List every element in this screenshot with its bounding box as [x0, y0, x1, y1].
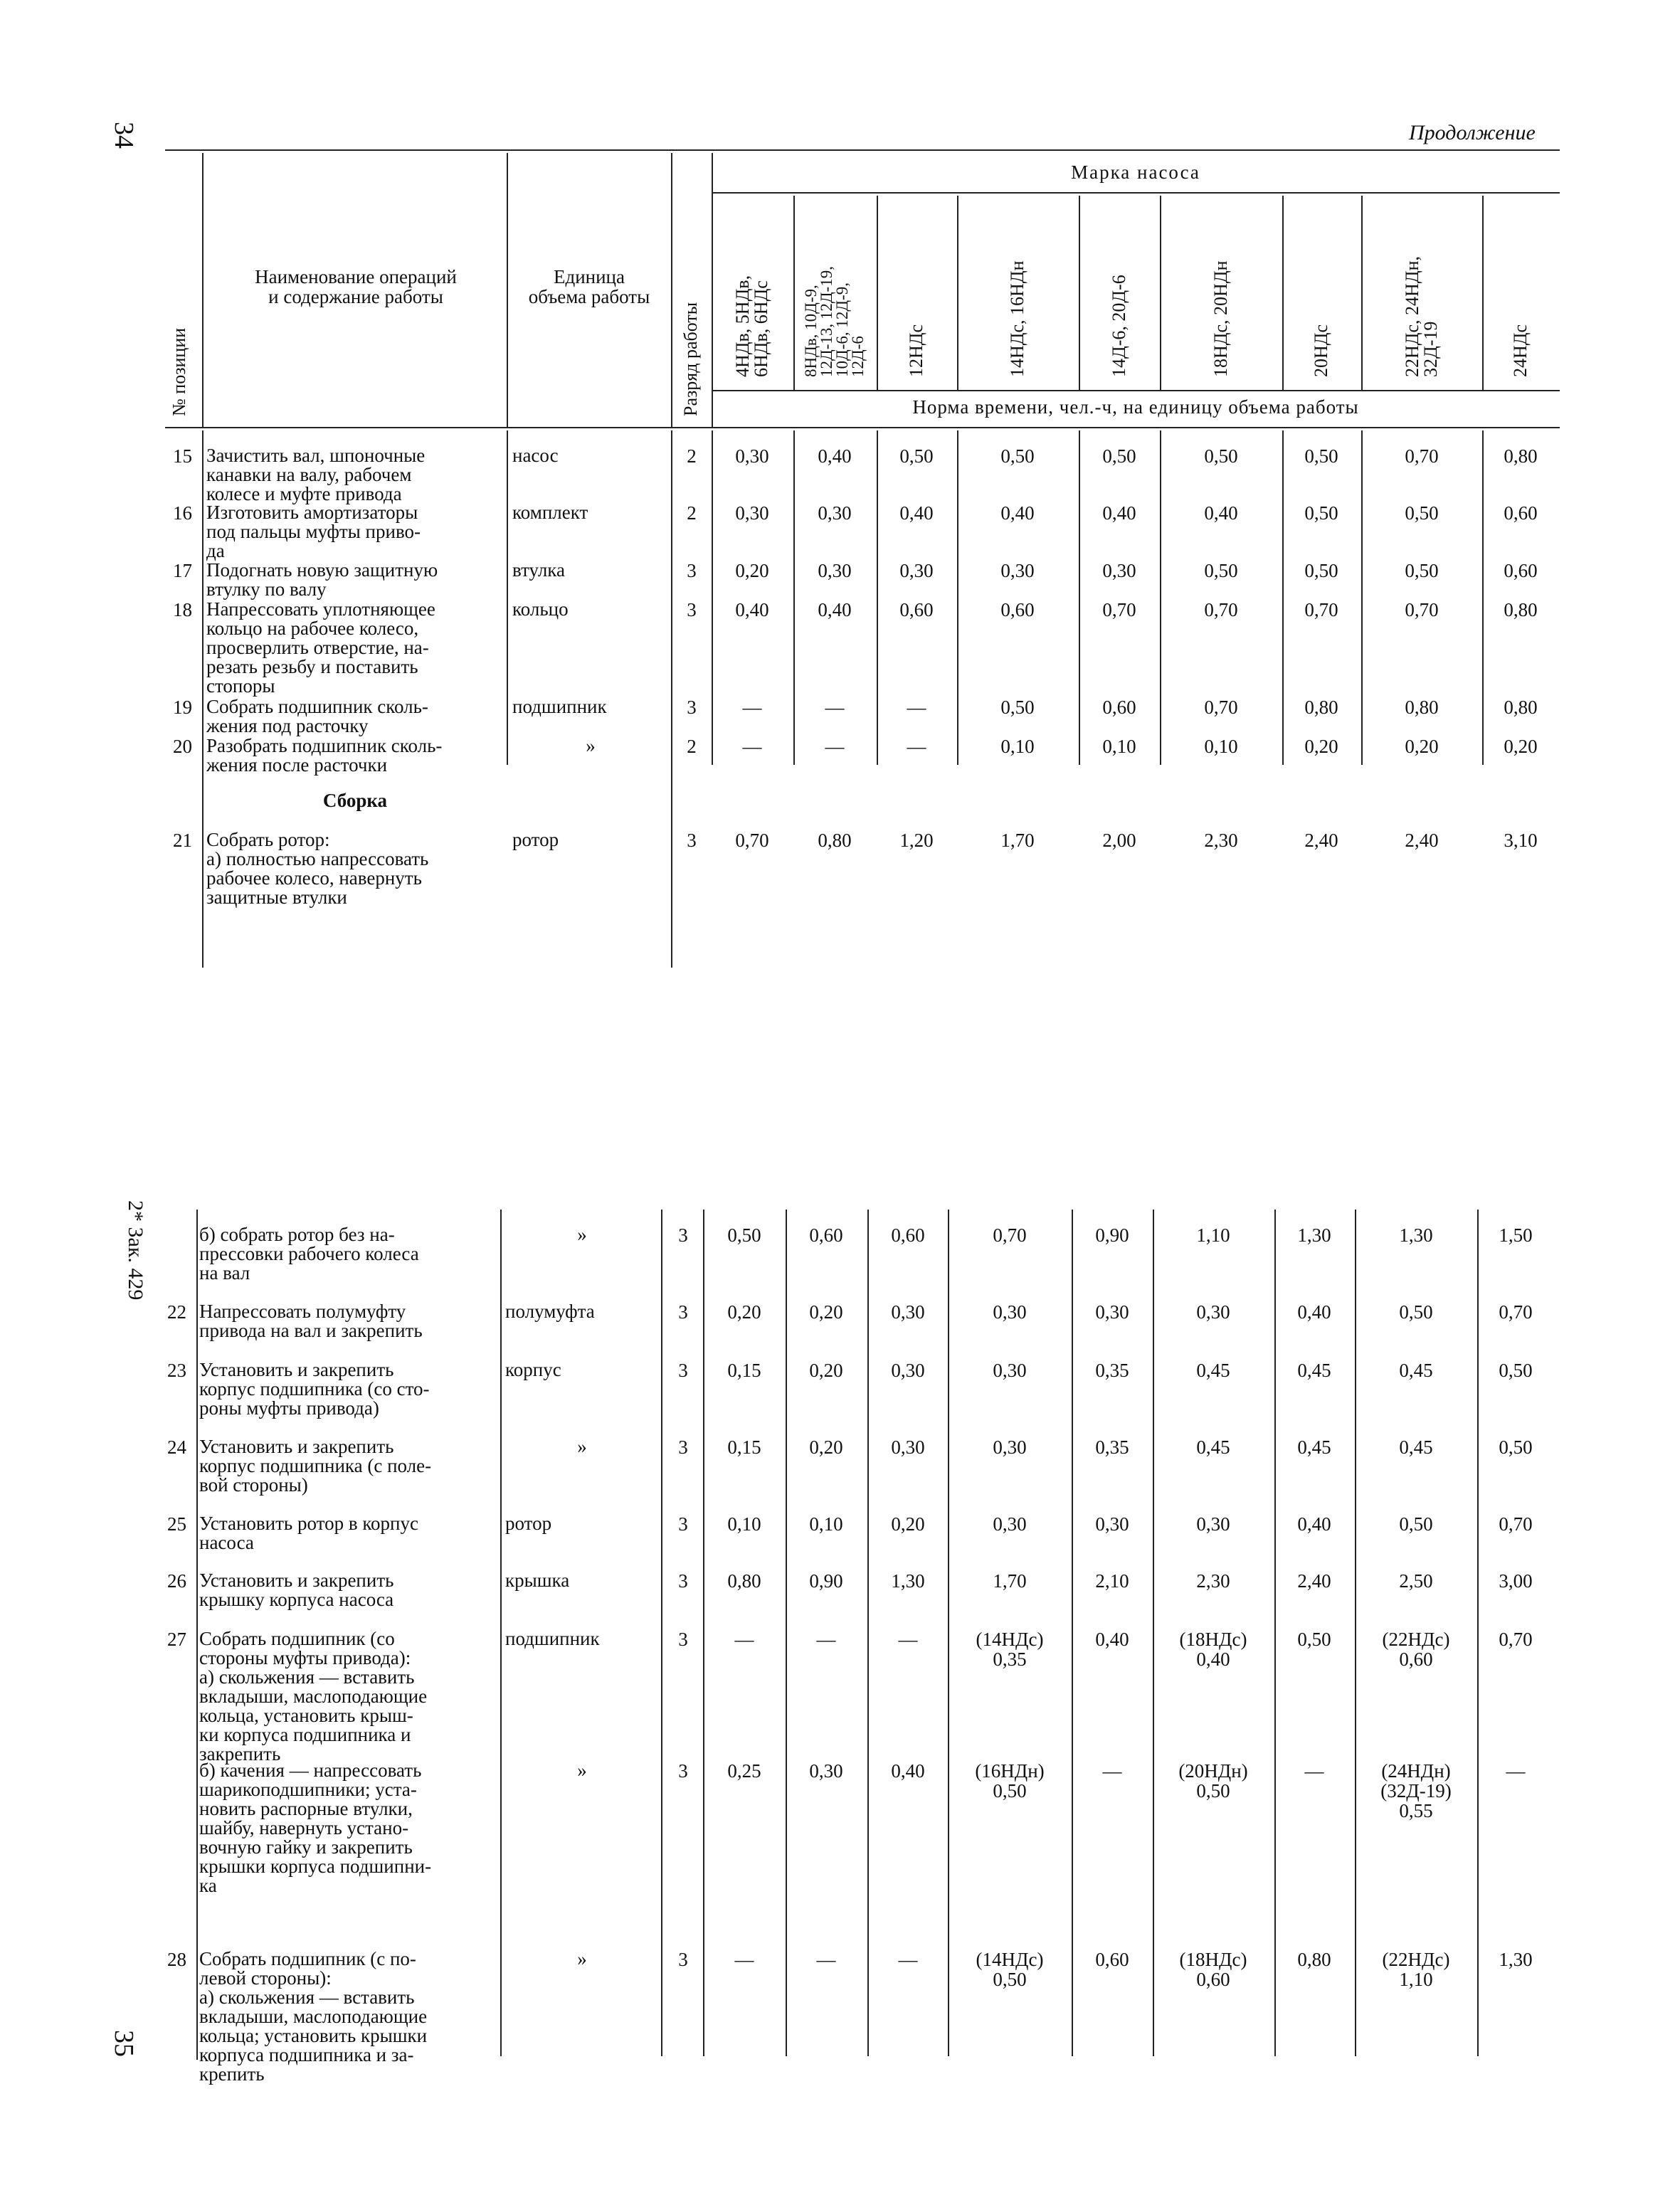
- value-cell: —: [816, 1949, 836, 1970]
- value-cell: 2,50: [1399, 1570, 1433, 1592]
- unit-cell: втулка: [512, 559, 565, 581]
- value-cell: 0,70: [1204, 697, 1238, 718]
- header-brand: 4НДв, 5НДв, 6НДв, 6НДс: [732, 275, 771, 377]
- value-cell: 0,50: [1499, 1360, 1533, 1381]
- value-cell: 0,50: [1304, 560, 1338, 581]
- value-cell: 0,35: [1095, 1437, 1129, 1458]
- value-cell: 0,15: [727, 1360, 761, 1381]
- header-brand: 8НДв, 10Д-9, 12Д-13, 12Д-19, 10Д-6, 12Д-9, 12Д-6: [802, 266, 867, 377]
- operation-name: Зачистить вал, шпоночные канавки на валу, рабочем колесе и муфте привода: [206, 445, 426, 504]
- value-cell: 0,45: [1399, 1437, 1433, 1458]
- page-number-right: 35: [109, 2030, 139, 2057]
- value-cell: 1,10: [1196, 1224, 1230, 1246]
- value-cell: 0,45: [1196, 1437, 1230, 1458]
- value-cell: —: [1102, 1760, 1122, 1782]
- grade-cell: 3: [687, 830, 697, 851]
- unit-cell: ротор: [512, 829, 559, 850]
- operation-name: Установить ротор в корпус насоса: [199, 1513, 418, 1553]
- continuation-label: Продолжение: [1409, 121, 1536, 144]
- value-cell: 0,50: [1405, 560, 1439, 581]
- value-cell: 0,40: [1000, 502, 1035, 524]
- value-cell: 0,30: [1102, 560, 1136, 581]
- unit-cell: полумуфта: [505, 1301, 595, 1322]
- value-cell: 0,60: [1102, 697, 1136, 718]
- value-cell: 2,30: [1204, 830, 1238, 851]
- grade-cell: 3: [678, 1760, 688, 1782]
- value-cell: 0,60: [891, 1224, 925, 1246]
- value-cell: 0,40: [1204, 502, 1238, 524]
- value-cell: 0,50: [1304, 502, 1338, 524]
- value-cell: (18НДс) 0,60: [1179, 1949, 1247, 1990]
- value-cell: 0,60: [1095, 1949, 1129, 1970]
- grade-cell: 3: [678, 1629, 688, 1650]
- operation-name: Собрать подшипник (с по- левой стороны): а) скольжения — вставить вкладыши, маслоподающие кольца; установить крышки корпуса подшипника и за- крепить: [199, 1948, 428, 2085]
- value-cell: 0,30: [899, 560, 934, 581]
- value-cell: 1,20: [899, 830, 934, 851]
- header-brand: 12НДс: [906, 324, 926, 377]
- value-cell: 0,10: [1000, 736, 1035, 757]
- operation-name: Собрать подшипник сколь- жения под расточку: [206, 696, 428, 736]
- row-number: 26: [167, 1570, 186, 1592]
- grade-cell: 3: [678, 1301, 688, 1323]
- row-number: 18: [173, 599, 192, 620]
- value-cell: —: [907, 697, 926, 718]
- value-cell: —: [907, 736, 926, 757]
- grade-cell: 3: [678, 1570, 688, 1592]
- value-cell: (14НДс) 0,50: [976, 1949, 1044, 1990]
- value-cell: 1,30: [891, 1570, 925, 1592]
- value-cell: 0,60: [1000, 599, 1035, 620]
- unit-cell: »: [577, 1948, 587, 1969]
- value-cell: 0,80: [1304, 697, 1338, 718]
- value-cell: 0,40: [818, 599, 852, 620]
- value-cell: 0,40: [818, 445, 852, 467]
- operation-name: Подогнать новую защитную втулку по валу: [206, 559, 438, 600]
- operation-name: Собрать ротор: а) полностью напрессовать рабочее колесо, навернуть защитные втулки: [206, 829, 429, 908]
- value-cell: 0,35: [1095, 1360, 1129, 1381]
- grade-cell: 3: [678, 1949, 688, 1970]
- value-cell: 0,50: [727, 1224, 761, 1246]
- value-cell: 0,30: [993, 1301, 1027, 1323]
- value-cell: —: [1506, 1760, 1526, 1782]
- value-cell: 0,70: [1405, 445, 1439, 467]
- value-cell: 0,80: [1504, 599, 1538, 620]
- row-number: 28: [167, 1949, 186, 1970]
- value-cell: 0,80: [1504, 697, 1538, 718]
- value-cell: 0,40: [735, 599, 769, 620]
- value-cell: (20НДн) 0,50: [1178, 1760, 1248, 1802]
- value-cell: 0,50: [1297, 1629, 1331, 1650]
- header-brand: 14Д-6, 20Д-6: [1109, 275, 1129, 377]
- value-cell: 0,60: [1504, 502, 1538, 524]
- value-cell: 1,30: [1499, 1949, 1533, 1970]
- grade-cell: 3: [687, 560, 697, 581]
- value-cell: 0,70: [993, 1224, 1027, 1246]
- value-cell: 0,70: [1405, 599, 1439, 620]
- footer-mark: 2* Зак. 429: [124, 1200, 147, 1301]
- value-cell: 0,50: [1499, 1437, 1533, 1458]
- header-norm: Норма времени, чел.-ч, на единицу объема работы: [912, 396, 1359, 418]
- grade-cell: 3: [678, 1224, 688, 1246]
- value-cell: 0,60: [1504, 560, 1538, 581]
- value-cell: 0,60: [899, 599, 934, 620]
- value-cell: 0,20: [809, 1360, 843, 1381]
- operation-name: Напрессовать полумуфту привода на вал и закрепить: [199, 1301, 423, 1341]
- operation-name: Изготовить амортизаторы под пальцы муфты приво- да: [206, 502, 421, 561]
- row-number: 17: [173, 560, 192, 581]
- header-brand: 24НДс: [1510, 324, 1531, 377]
- operation-name: Установить и закрепить корпус подшипника (со сто- роны муфты привода): [199, 1359, 430, 1419]
- value-cell: 0,20: [735, 560, 769, 581]
- value-cell: 0,50: [1304, 445, 1338, 467]
- grade-cell: 2: [687, 736, 697, 757]
- value-cell: (16НДн) 0,50: [975, 1760, 1045, 1802]
- row-number: 19: [173, 697, 192, 718]
- header-pump-brand: Марка насоса: [1071, 162, 1200, 183]
- value-cell: —: [734, 1629, 754, 1650]
- row-number: 21: [173, 830, 192, 851]
- value-cell: 0,30: [818, 502, 852, 524]
- value-cell: 0,90: [809, 1570, 843, 1592]
- value-cell: 0,80: [727, 1570, 761, 1592]
- value-cell: —: [1304, 1760, 1324, 1782]
- value-cell: 0,30: [891, 1360, 925, 1381]
- value-cell: 0,20: [809, 1437, 843, 1458]
- value-cell: 0,90: [1095, 1224, 1129, 1246]
- value-cell: 0,30: [891, 1301, 925, 1323]
- unit-cell: подшипник: [512, 696, 607, 717]
- value-cell: —: [898, 1629, 918, 1650]
- unit-cell: насос: [512, 445, 559, 466]
- value-cell: 1,30: [1297, 1224, 1331, 1246]
- operation-name: Установить и закрепить корпус подшипника (с поле- вой стороны): [199, 1436, 432, 1496]
- grade-cell: 2: [687, 502, 697, 524]
- unit-cell: комплект: [512, 502, 588, 523]
- value-cell: 0,50: [1204, 445, 1238, 467]
- value-cell: 0,20: [891, 1513, 925, 1535]
- value-cell: 0,30: [735, 502, 769, 524]
- value-cell: 0,10: [1102, 736, 1136, 757]
- value-cell: 0,45: [1297, 1360, 1331, 1381]
- value-cell: 0,70: [1499, 1513, 1533, 1535]
- value-cell: 0,10: [1204, 736, 1238, 757]
- value-cell: 0,20: [1504, 736, 1538, 757]
- value-cell: (22НДс) 0,60: [1382, 1629, 1450, 1670]
- header-brand: 18НДс, 20НДн: [1210, 260, 1231, 377]
- header-unit: Единица объема работы: [528, 266, 650, 307]
- value-cell: —: [825, 736, 845, 757]
- value-cell: 0,70: [1102, 599, 1136, 620]
- value-cell: 0,30: [1196, 1513, 1230, 1535]
- value-cell: 1,70: [993, 1570, 1027, 1592]
- value-cell: 2,40: [1405, 830, 1439, 851]
- value-cell: 0,45: [1399, 1360, 1433, 1381]
- grade-cell: 3: [687, 599, 697, 620]
- unit-cell: подшипник: [505, 1628, 600, 1649]
- row-number: 24: [167, 1437, 186, 1458]
- value-cell: 0,30: [1095, 1301, 1129, 1323]
- value-cell: (14НДс) 0,35: [976, 1629, 1044, 1670]
- value-cell: (24НДн) (32Д-19) 0,55: [1380, 1760, 1452, 1821]
- value-cell: 0,40: [1297, 1513, 1331, 1535]
- value-cell: 0,50: [1204, 560, 1238, 581]
- value-cell: 1,30: [1399, 1224, 1433, 1246]
- grade-cell: 3: [687, 697, 697, 718]
- value-cell: 0,70: [1304, 599, 1338, 620]
- value-cell: 0,30: [1095, 1513, 1129, 1535]
- value-cell: 0,25: [727, 1760, 761, 1782]
- value-cell: 0,10: [727, 1513, 761, 1535]
- value-cell: 0,40: [1102, 502, 1136, 524]
- operation-name: б) качения — напрессовать шарикоподшипники; уста- новить распорные втулки, шайбу, навернуть устано- вочную гайку и закрепить крышки корпуса подшипни- ка: [199, 1760, 432, 1896]
- row-number: 23: [167, 1360, 186, 1381]
- row-number: 15: [173, 445, 192, 467]
- unit-cell: »: [577, 1760, 587, 1781]
- row-number: 27: [167, 1629, 186, 1650]
- value-cell: 0,50: [1399, 1301, 1433, 1323]
- value-cell: 0,30: [993, 1360, 1027, 1381]
- value-cell: 0,30: [735, 445, 769, 467]
- row-number: 25: [167, 1513, 186, 1535]
- header-operation: Наименование операций и содержание работы: [255, 266, 457, 307]
- operation-name: Напрессовать уплотняющее кольцо на рабочее колесо, просверлить отверстие, на- резать резьбу и поставить стопоры: [206, 598, 435, 697]
- unit-cell: крышка: [505, 1570, 570, 1591]
- unit-cell: »: [586, 735, 596, 756]
- unit-cell: »: [577, 1436, 587, 1457]
- value-cell: 3,00: [1499, 1570, 1533, 1592]
- operation-name: Разобрать подшипник сколь- жения после расточки: [206, 735, 443, 776]
- header-grade: Разряд работы: [680, 302, 701, 416]
- value-cell: 0,40: [1095, 1629, 1129, 1650]
- value-cell: 0,80: [1504, 445, 1538, 467]
- header-brand: 14НДс, 16НДн: [1007, 260, 1027, 377]
- grade-cell: 3: [678, 1360, 688, 1381]
- row-number: 16: [173, 502, 192, 524]
- grade-cell: 3: [678, 1513, 688, 1535]
- value-cell: 0,40: [891, 1760, 925, 1782]
- value-cell: —: [825, 697, 845, 718]
- operation-name: Установить и закрепить крышку корпуса насоса: [199, 1570, 394, 1610]
- value-cell: 2,40: [1297, 1570, 1331, 1592]
- value-cell: 0,50: [1405, 502, 1439, 524]
- value-cell: 0,45: [1297, 1437, 1331, 1458]
- value-cell: 0,70: [1499, 1629, 1533, 1650]
- unit-cell: »: [577, 1224, 587, 1245]
- value-cell: 2,40: [1304, 830, 1338, 851]
- value-cell: 0,70: [735, 830, 769, 851]
- value-cell: 0,50: [899, 445, 934, 467]
- value-cell: 2,30: [1196, 1570, 1230, 1592]
- value-cell: —: [742, 736, 762, 757]
- grade-cell: 2: [687, 445, 697, 467]
- unit-cell: корпус: [505, 1359, 561, 1380]
- value-cell: —: [734, 1949, 754, 1970]
- value-cell: 0,10: [809, 1513, 843, 1535]
- value-cell: 0,80: [1405, 697, 1439, 718]
- value-cell: 1,70: [1000, 830, 1035, 851]
- operation-name: Собрать подшипник (со стороны муфты привода): а) скольжения — вставить вкладыши, маслоподающие кольца, установить крыш- ки корпуса подшипника и закрепить: [199, 1628, 428, 1765]
- header-brand: 22НДс, 24НДн, 32Д-19: [1402, 256, 1441, 377]
- value-cell: 0,30: [1000, 560, 1035, 581]
- value-cell: (18НДс) 0,40: [1179, 1629, 1247, 1670]
- header-pos-no: № позиции: [169, 327, 189, 416]
- value-cell: 0,30: [993, 1513, 1027, 1535]
- value-cell: 0,30: [818, 560, 852, 581]
- value-cell: 0,50: [1399, 1513, 1433, 1535]
- value-cell: 0,50: [1102, 445, 1136, 467]
- value-cell: 2,10: [1095, 1570, 1129, 1592]
- row-number: 20: [173, 736, 192, 757]
- row-number: 22: [167, 1301, 186, 1323]
- section-heading: Сборка: [322, 790, 388, 811]
- value-cell: 1,50: [1499, 1224, 1533, 1246]
- value-cell: 0,30: [891, 1437, 925, 1458]
- page-number-left: 34: [109, 122, 139, 149]
- grade-cell: 3: [678, 1437, 688, 1458]
- value-cell: 0,40: [1297, 1301, 1331, 1323]
- value-cell: 0,80: [1297, 1949, 1331, 1970]
- value-cell: 0,80: [818, 830, 852, 851]
- value-cell: 2,00: [1102, 830, 1136, 851]
- value-cell: 3,10: [1504, 830, 1538, 851]
- header-brand: 20НДс: [1311, 324, 1331, 377]
- value-cell: —: [742, 697, 762, 718]
- value-cell: 0,70: [1204, 599, 1238, 620]
- value-cell: —: [816, 1629, 836, 1650]
- value-cell: 0,20: [1304, 736, 1338, 757]
- value-cell: 0,20: [727, 1301, 761, 1323]
- value-cell: 0,50: [1000, 445, 1035, 467]
- value-cell: 0,30: [1196, 1301, 1230, 1323]
- value-cell: (22НДс) 1,10: [1382, 1949, 1450, 1990]
- value-cell: 0,70: [1499, 1301, 1533, 1323]
- unit-cell: ротор: [505, 1513, 552, 1534]
- value-cell: —: [898, 1949, 918, 1970]
- value-cell: 0,60: [809, 1224, 843, 1246]
- value-cell: 0,30: [809, 1760, 843, 1782]
- operation-name: б) собрать ротор без на- прессовки рабочего колеса на вал: [199, 1224, 419, 1284]
- value-cell: 0,30: [993, 1437, 1027, 1458]
- value-cell: 0,45: [1196, 1360, 1230, 1381]
- value-cell: 0,20: [809, 1301, 843, 1323]
- value-cell: 0,15: [727, 1437, 761, 1458]
- unit-cell: кольцо: [512, 598, 569, 620]
- value-cell: 0,40: [899, 502, 934, 524]
- value-cell: 0,20: [1405, 736, 1439, 757]
- value-cell: 0,50: [1000, 697, 1035, 718]
